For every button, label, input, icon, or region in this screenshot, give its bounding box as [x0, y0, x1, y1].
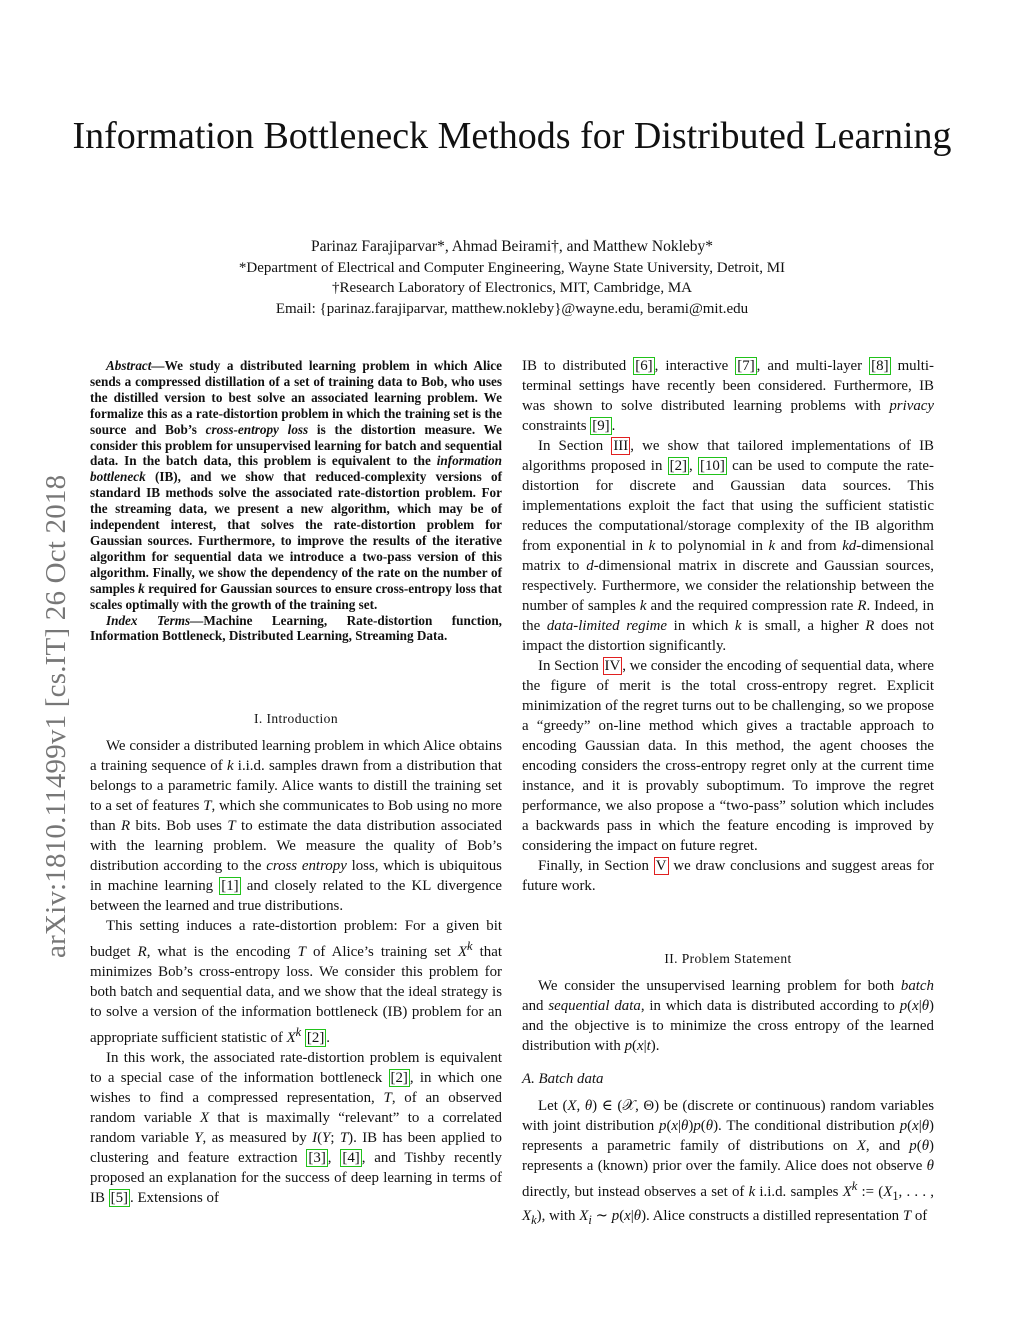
index-terms-label: Index Terms— — [106, 612, 204, 628]
citation-1[interactable]: [1] — [221, 878, 239, 894]
citation-4[interactable]: [4] — [342, 1149, 360, 1166]
author-list: Parinaz Farajiparvar*, Ahmad Beirami†, and Matthew Nokleby* — [310, 238, 714, 255]
affiliation-mit: †Research Laboratory of Electronics, MIT, Cambridge, MA — [331, 280, 693, 296]
citation-2[interactable]: [2] — [306, 1029, 325, 1046]
section-heading-introduction: I. Introduction — [254, 711, 338, 726]
citation-6[interactable]: [6] — [635, 358, 653, 374]
abstract: Abstract—We study a distributed learning problem in which Alice sends a compressed distillation of a set of training data to Bob, who uses the distilled version to best solve an associated learning problem. We formalize this as a rate-distortion problem in which the training set is the source and Bob’s cross-entropy loss is the distortion measure. We consider this problem for unsupervised learning for batch and sequential data. In the batch data, this problem is equivalent to the information bottleneck (IB), and we show that reduced-complexity versions of standard IB methods solve the associated rate-distortion problem. For the streaming data, we present a new algorithm, which may be of independent interest, that solves the rate-distortion problem for Gaussian sources. Furthermore, to improve the results of the iterative algorithm for sequential data we introduce a two-pass version of this algorithm. Finally, we show the dependency of the rate on the number of samples k required for Gaussian sources to ensure cross-entropy loss that scales optimally with the growth of the training set. Index Terms—Machine Learning, Rate-distortion function, Information Bottleneck, Distributed Learning, Streaming Data. — [90, 358, 503, 644]
problem-statement-text: We consider the unsupervised learning problem for both batch and sequential data, in which data is distributed according to p(x|θ) and the objective is to minimize the cross entropy of the learned distribution with p(x|t). — [522, 978, 934, 1054]
citation-3[interactable]: [3] — [308, 1149, 326, 1166]
paper-title: Information Bottleneck Methods for Distributed Learning — [72, 115, 952, 157]
citation-10[interactable]: [10] — [700, 458, 725, 474]
abstract-label: Abstract— — [106, 358, 165, 373]
author-emails: Email: {parinaz.farajiparvar, matthew.nokleby}@wayne.edu, berami@mit.edu — [275, 301, 749, 317]
citation-5[interactable]: [5] — [110, 1189, 128, 1206]
introduction-text: We consider a distributed learning problem in which Alice obtains a training sequence of k i.i.d. samples drawn from a distribution that belongs to a parametric family. Alice wants to distill the training set to a set of features T, which she communicates to Bob using no more than R bits. Bob uses T to estimate the data distribution associated with the learning problem. We measure the quality of Bob’s distribution according to the cross entropy loss, which is ubiquitous in machine learning [1] and closely related to the KL divergence between the learned and true distributions. This setting induces a rate-distortion problem: For a given bit budget R, what is the encoding T of Alice’s training set $X^k$ that minimizes Bob’s cross-entropy loss. We consider this problem for both batch and sequential data, and we show that the ideal strategy is to solve a version of the information bottleneck (IB) problem for an appropriate sufficient statistic of $X^k$ [2] . In this work, the associated rate-distortion problem is equivalent to a special case of the information bottleneck [2] , in which one wishes to find a compressed representation, T, of an observed random variable X that is maximally “relevant” to a correlated random variable Y, as measured by I(Y; T). IB has been applied to clustering and feature extraction [3] , [4] , and Tishby recently proposed an explanation for the success of deep learning in terms of IB [5] . Extensions of — [90, 738, 502, 1206]
section-heading-problem-statement: II. Problem Statement — [664, 951, 792, 966]
subsection-heading-batch-data: A. Batch data — [522, 1071, 604, 1087]
section-ref-3[interactable]: III — [613, 438, 629, 454]
citation-2c[interactable]: [2] — [669, 458, 688, 474]
section-ref-5[interactable]: V — [655, 858, 667, 874]
citation-2b[interactable]: [2] — [390, 1069, 408, 1086]
introduction-text-continued: IB to distributed [6] , interactive [7] , and multi-layer [8] multi-terminal settings have recently been considered. Furthermore, IB was shown to solve distributed learning problems with privacy constraints [9] . In Section III , we show that tailored implementations of IB algorithms proposed in [2] , [10] can be used to compute the rate-distortion for discrete and Gaussian data sources. This implementations exploit the fact that using the sufficient statistic reduces the computational/storage complexity of the IB algorithm from exponential in k to polynomial in k and from kd-dimensional matrix to d-dimensional matrix in discrete and Gaussian sources, respectively. Furthermore, we consider the relationship between the number of samples k and the required compression rate R. Indeed, in the data-limited regime in which k is small, a higher R does not impact the distortion significantly. In Section IV , we consider the encoding of sequential data, where the figure of merit is the total cross-entropy regret. Explicit minimization of the regret turns out to be challenging, so we propose a “greedy” on-line method which gives a tractable approach to encoding Gaussian data. In this method, the agent chooses the encoding considers the cross-entropy regret only at the current time instance, and it is provably suboptimum. To improve the regret performance, we also propose a “two-pass” solution which includes a backwards pass in which the feature encoding is improved by considering the impact on future regret. Finally, in Section V we draw conclusions and suggest areas for future work. — [522, 358, 934, 894]
citation-8[interactable]: [8] — [871, 358, 889, 374]
citation-7[interactable]: [7] — [737, 358, 755, 374]
arxiv-stamp: arXiv:1810.11499v1 [cs.IT] 26 Oct 2018 — [40, 474, 72, 958]
citation-9[interactable]: [9] — [592, 418, 610, 434]
affiliation-wayne-state: *Department of Electrical and Computer Engineering, Wayne State University, Detroit, MI — [238, 260, 786, 276]
index-terms: Index Terms—Machine Learning, Rate-distortion function, Information Bottleneck, Distributed Learning, Streaming Data. — [90, 612, 502, 644]
section-ref-4[interactable]: IV — [604, 658, 621, 674]
batch-data-text: Let (X, θ) ∈ (𝒳, Θ) be (discrete or continuous) random variables with joint distribution p(x|θ)p(θ). The conditional distribution p(x|θ) represents a parametric family of distributions on X, and p(θ) represents a (known) prior over the family. Alice does not observe θ directly, but instead observes a set of k i.i.d. samples $X^k$ := ($X_1$, . . . , $X_k$), with $X_i$ ∼ p(x|θ). Alice constructs a distilled representation T of — [522, 1098, 935, 1227]
